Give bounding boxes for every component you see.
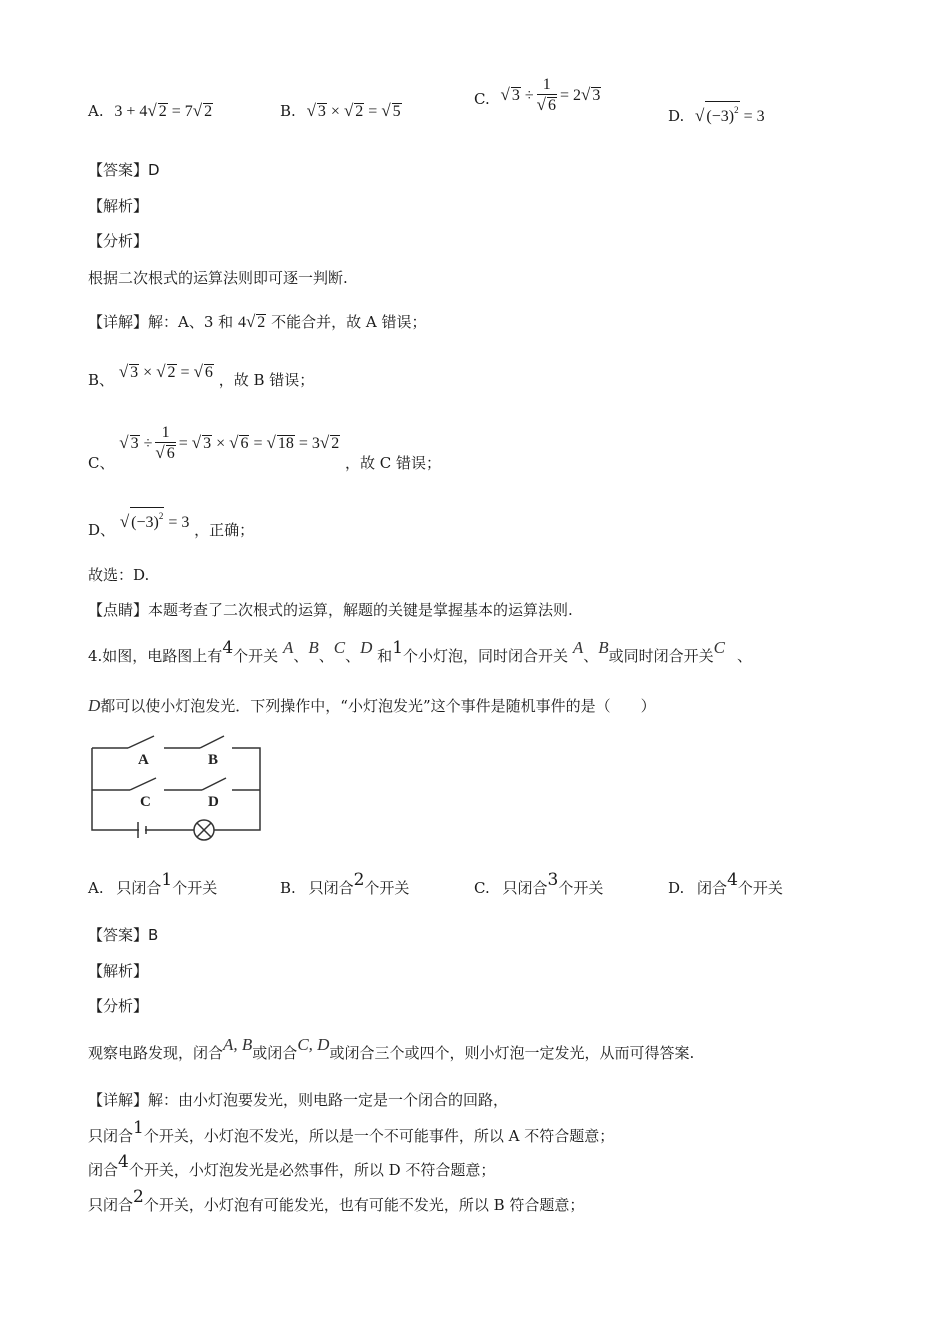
switch-label: A (572, 638, 584, 657)
q4-option-d (668, 870, 783, 898)
math-expression: √ $(-3)^2 = 3$ (695, 108, 765, 125)
comment-line (88, 600, 573, 620)
q4-option-a (88, 870, 218, 898)
q3-option-b (280, 101, 402, 122)
answer-line (88, 160, 160, 180)
option-number: 1 (161, 870, 173, 890)
detail-line-1 (88, 1090, 508, 1110)
switch-label: B (598, 638, 609, 657)
detail-tag: 【详解】 (88, 1091, 149, 1109)
detail-text: 闭合 (88, 1161, 119, 1179)
answer-tag: 【答案】 (88, 926, 149, 944)
separator: 、 (583, 647, 599, 665)
circuit-label-c: C (140, 794, 151, 810)
math-expression: √ 3 ÷ $\frac{1}{√ 6}$ = 2√ 3 (500, 76, 601, 114)
detail-text: 只闭合 (88, 1196, 134, 1214)
detail-text: 只闭合 (88, 1127, 134, 1145)
switch-pair: A, B (223, 1035, 253, 1054)
detail-label: D、 (88, 521, 116, 539)
q3-option-d (668, 101, 765, 127)
jiexi-heading: 【解析】 (88, 962, 149, 980)
detail-line-b (88, 362, 315, 391)
option-text: 只闭合 (116, 879, 162, 897)
circuit-diagram (86, 730, 266, 842)
q4-option-c (474, 870, 604, 898)
stem-text: 4.如图，电路图上有 (88, 647, 223, 665)
detail-text: ，故 B 错误； (218, 371, 315, 389)
option-label: A. (88, 102, 104, 120)
switch-label: D (88, 696, 101, 715)
choose-line: 故选：D. (88, 566, 150, 584)
switch-label: A (282, 638, 294, 657)
fenxi-text: 根据二次根式的运算法则即可逐一判断. (88, 269, 348, 287)
detail-text: 个开关，小灯泡不发光，所以是一个不可能事件，所以 A 不符合题意； (143, 1127, 615, 1145)
jiexi-heading: 【解析】 (88, 197, 149, 215)
detail-text: ，故 C 错误； (345, 453, 442, 472)
detail-text: 解：由小灯泡要发光，则电路一定是一个闭合的回路， (148, 1091, 509, 1109)
math-expression: √ 3 ÷ $\frac{1}{√ 6}$ = √ 3 × √ 6 = √ 18 = 3√ 2 (119, 424, 340, 462)
stem-text: 都可以使小灯泡发光．下列操作中，“小灯泡发光”这个事件是随机事件的是（ ） (100, 697, 656, 715)
option-label: D. (668, 879, 685, 897)
answer-line (88, 925, 158, 945)
stem-text: 个开关 (233, 647, 279, 665)
detail-text: 不能合并，故 A 错误； (271, 313, 427, 331)
stem-text: 个小灯泡，同时闭合开关 (403, 647, 569, 665)
switch-b (200, 736, 224, 748)
detail-label: C、 (88, 453, 115, 472)
separator: 、 (318, 647, 334, 665)
answer-value: D (148, 161, 160, 179)
detail-label: B、 (88, 371, 115, 389)
fenxi-heading: 【分析】 (88, 232, 149, 250)
detail-line-3 (88, 1152, 496, 1180)
switch-label: D (360, 638, 373, 657)
q4-stem-line-2 (88, 696, 656, 716)
switch-pair: C, D (297, 1035, 330, 1054)
detail-line-a (88, 312, 426, 333)
detail-line-c (88, 424, 442, 472)
circuit-label-d: D (208, 794, 219, 810)
option-number: 4 (727, 870, 738, 890)
math-expression: √ $(-3)^2 = 3$ (120, 514, 190, 531)
switch-d (202, 778, 226, 790)
option-text: 个开关 (737, 879, 783, 897)
math-expression: √ 3 × √ 2 = √ 5 (306, 101, 401, 120)
stem-text: 和 (377, 647, 393, 665)
detail-line-4 (88, 1187, 585, 1215)
switch-label: C (713, 638, 725, 657)
fenxi-heading: 【分析】 (88, 997, 149, 1015)
option-text: 闭合 (697, 879, 728, 897)
option-label: B. (280, 879, 296, 897)
fenxi-text-part: 或闭合 (252, 1044, 298, 1062)
comment-text: 本题考查了二次根式的运算，解题的关键是掌握基本的运算法则. (148, 601, 573, 619)
detail-line-d (88, 511, 255, 541)
math-expression: 3 + 4√ 2 = 7√ 2 (114, 101, 213, 120)
detail-number: 4 (118, 1152, 129, 1172)
option-label: D. (668, 107, 685, 125)
separator: 、 (736, 647, 752, 665)
option-label: C. (474, 879, 490, 897)
circuit-label-a: A (138, 752, 149, 768)
option-label: A. (88, 879, 104, 897)
option-text: 只闭合 (502, 879, 548, 897)
q3-option-c (474, 76, 601, 116)
fenxi-text-part: 观察电路发现，闭合 (88, 1044, 224, 1062)
option-label: C. (474, 89, 490, 108)
option-label: B. (280, 102, 296, 120)
separator: 、 (345, 647, 361, 665)
switch-c (130, 778, 156, 790)
detail-tag: 【详解】 (88, 313, 149, 331)
option-text: 个开关 (172, 879, 218, 897)
fenxi-text (88, 1035, 695, 1063)
detail-text: 个开关，小灯泡有可能发光，也有可能不发光，所以 B 符合题意； (143, 1196, 585, 1214)
detail-text: 个开关，小灯泡发光是必然事件，所以 D 不符合题意； (128, 1161, 496, 1179)
stem-number: 1 (392, 638, 404, 658)
answer-tag: 【答案】 (88, 161, 149, 179)
detail-line-2 (88, 1118, 615, 1146)
detail-text: ，正确； (194, 521, 255, 539)
option-text: 只闭合 (308, 879, 354, 897)
separator: 、 (293, 647, 309, 665)
switch-label: B (308, 638, 319, 657)
circuit-wire (92, 748, 260, 830)
detail-number: 1 (133, 1118, 144, 1138)
detail-text: 解：A、3 和 (148, 313, 234, 331)
option-number: 3 (547, 870, 559, 890)
stem-number: 4 (222, 638, 234, 658)
detail-number: 2 (133, 1187, 144, 1207)
option-text: 个开关 (558, 879, 604, 897)
q4-option-b (280, 870, 410, 898)
circuit-label-b: B (208, 752, 219, 768)
q3-option-a (88, 101, 213, 122)
switch-label: C (333, 638, 346, 657)
option-number: 2 (353, 870, 365, 890)
fenxi-text-part: 或闭合三个或四个，则小灯泡一定发光，从而可得答案. (329, 1044, 695, 1062)
comment-tag: 【点睛】 (88, 601, 149, 619)
stem-text: 或同时闭合开关 (608, 647, 714, 665)
switch-a (128, 736, 154, 748)
answer-value: B (148, 926, 159, 944)
math-expression: √ 3 × √ 2 = √ 6 (118, 362, 213, 381)
option-text: 个开关 (364, 879, 410, 897)
math-expression: 4√ 2 (237, 312, 266, 331)
q4-stem-line-1 (88, 638, 752, 666)
